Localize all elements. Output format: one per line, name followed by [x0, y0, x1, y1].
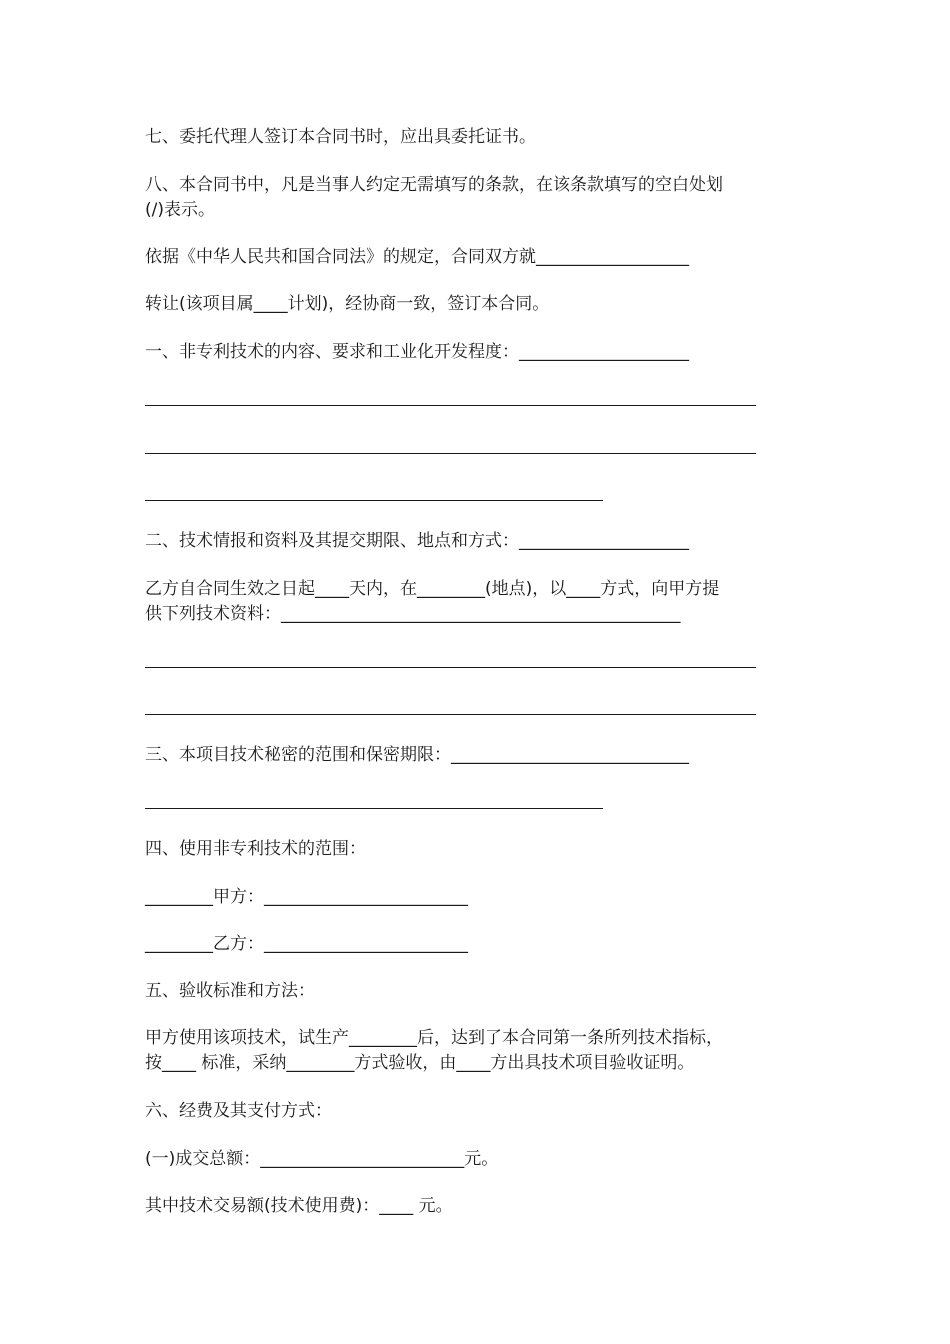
- section-4-party-b: ________乙方：________________________: [145, 934, 468, 954]
- section-6-heading: 六、经费及其支付方式：: [145, 1101, 332, 1121]
- section-2-heading: 二、技术情报和资料及其提交期限、地点和方式：____________________: [145, 531, 689, 551]
- section-5-line-2: 按____ 标准，采纳________方式验收，由____方出具技术项目验收证明。: [145, 1053, 695, 1073]
- section-5-line-1: 甲方使用该项技术，试生产________后，达到了本合同第一条所列技术指标，: [145, 1028, 723, 1048]
- section-2-line-2: 供下列技术资料：_______________________________________________: [145, 604, 681, 624]
- blank-line: [145, 714, 756, 715]
- section-4-heading: 四、使用非专利技术的范围：: [145, 839, 366, 859]
- blank-line: [145, 405, 756, 406]
- section-5-heading: 五、验收标准和方法：: [145, 981, 315, 1001]
- blank-line: [145, 808, 603, 809]
- clause-7: 七、委托代理人签订本合同书时，应出具委托证书。: [145, 127, 536, 147]
- section-6-fee: 其中技术交易额(技术使用费)：____ 元。: [145, 1196, 453, 1216]
- clause-8-line-2: (/)表示。: [145, 200, 215, 220]
- section-3-heading: 三、本项目技术秘密的范围和保密期限：____________________________: [145, 745, 689, 765]
- section-6-total: (一)成交总额：________________________元。: [145, 1149, 499, 1169]
- blank-line: [145, 453, 756, 454]
- section-1-heading: 一、非专利技术的内容、要求和工业化开发程度：____________________: [145, 342, 689, 362]
- basis-line-2: 转让(该项目属____计划)，经协商一致，签订本合同。: [145, 294, 550, 314]
- clause-8-line-1: 八、本合同书中，凡是当事人约定无需填写的条款，在该条款填写的空白处划: [145, 175, 723, 195]
- blank-line: [145, 500, 603, 501]
- blank-line: [145, 667, 756, 668]
- basis-line-1: 依据《中华人民共和国合同法》的规定，合同双方就__________________: [145, 247, 689, 267]
- section-4-party-a: ________甲方：________________________: [145, 887, 468, 907]
- section-2-line-1: 乙方自合同生效之日起____天内，在________(地点)，以____方式，向甲方提: [145, 579, 720, 599]
